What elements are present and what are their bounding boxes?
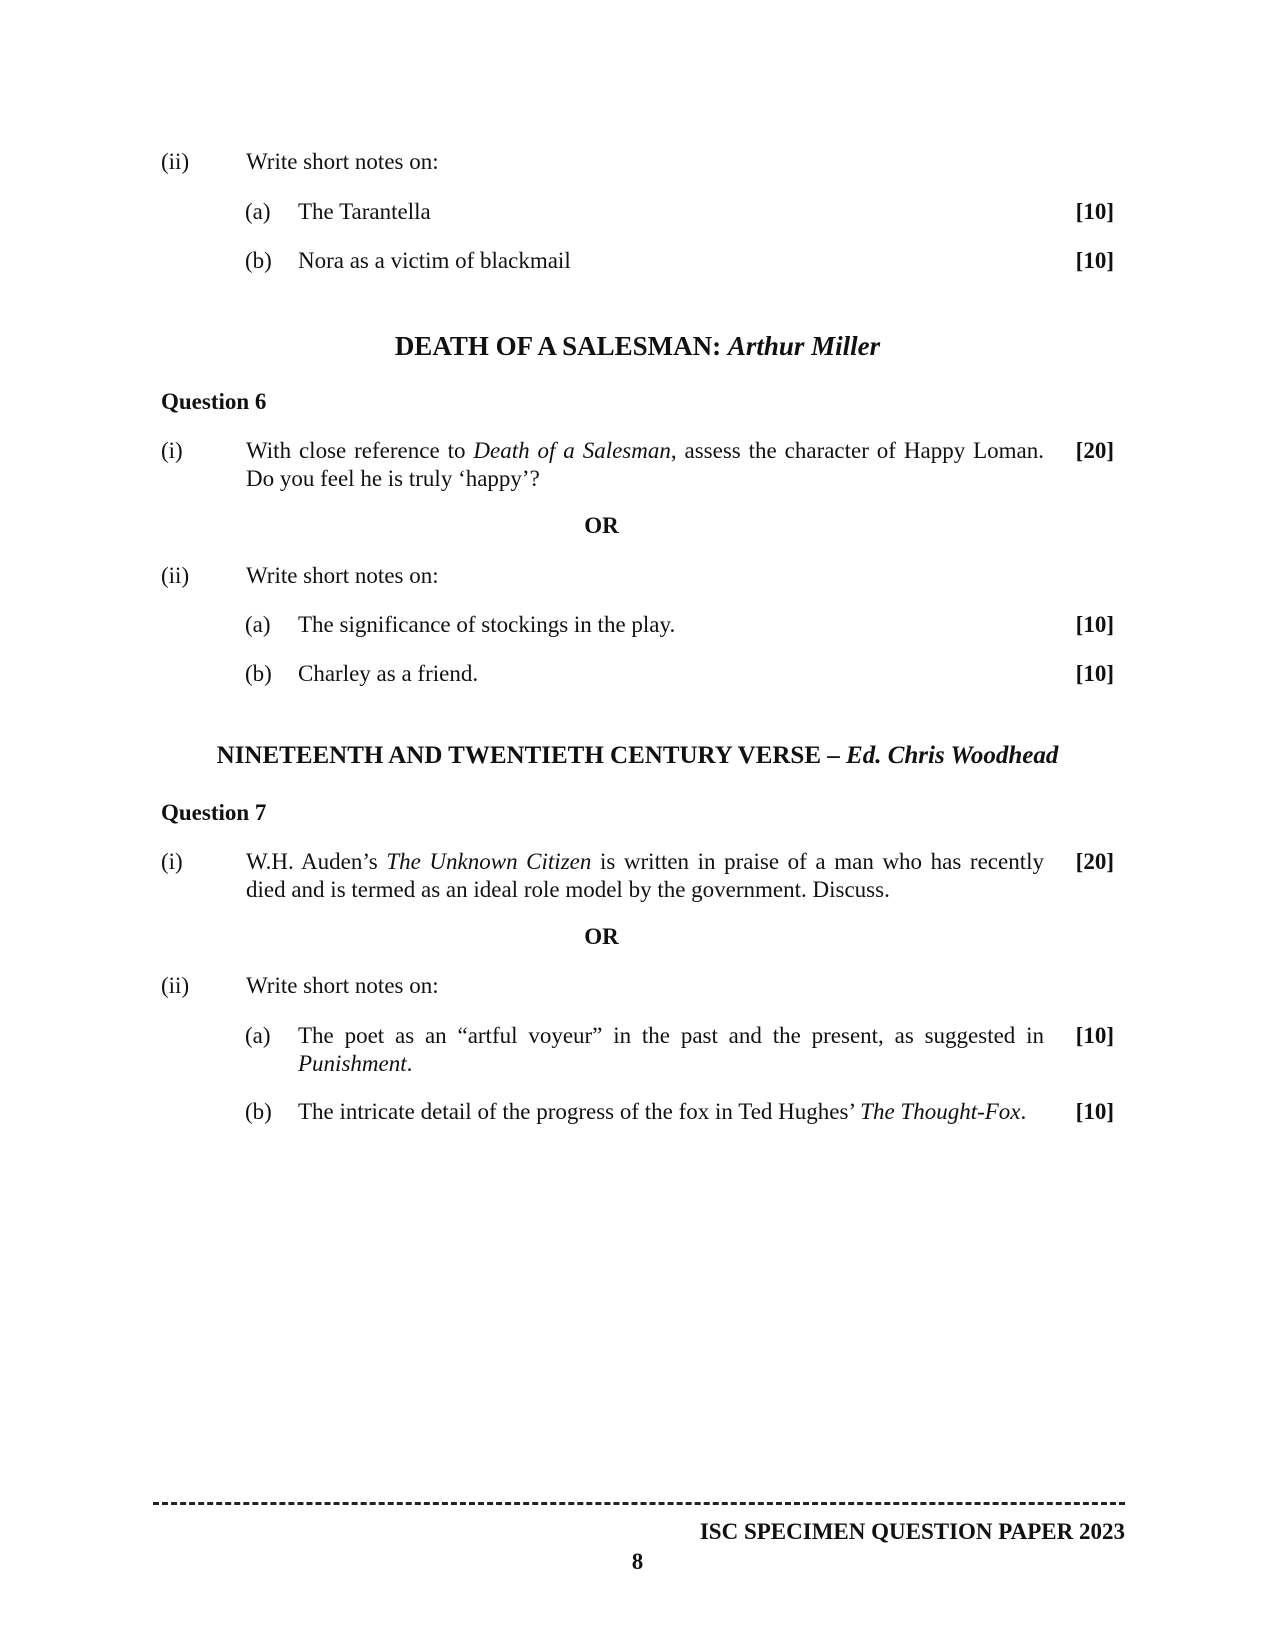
part-text: Write short notes on: [246, 973, 439, 998]
subpart-text [298, 1022, 1044, 1078]
text-italic: The Unknown Citizen [386, 849, 592, 874]
section-title-bold: DEATH OF A SALESMAN: [394, 331, 722, 361]
text-italic: Punishment [298, 1051, 407, 1076]
section-title-bold: NINETEENTH AND TWENTIETH CENTURY VERSE – [216, 742, 840, 769]
text-segment: , assess the character of Happy Loman. Do you feel he is truly ‘happy’? [246, 438, 1044, 491]
text-italic: The Thought-Fox [860, 1099, 1021, 1124]
or-divider: OR [584, 513, 619, 538]
text-italic: Death of a Salesman [473, 438, 671, 463]
marks: [10] [1075, 248, 1114, 273]
marks: [10] [1075, 612, 1114, 637]
marks: [10] [1075, 661, 1114, 686]
question-heading: Question 7 [161, 800, 267, 825]
page-number: 8 [631, 1549, 644, 1574]
part-number: (ii) [161, 973, 190, 998]
subpart-text: Nora as a victim of blackmail [298, 248, 571, 273]
subpart-label: (a) [245, 199, 271, 224]
part-number: (ii) [161, 563, 190, 588]
marks: [10] [1075, 199, 1114, 224]
subpart-text: The Tarantella [298, 199, 431, 224]
part-text: Write short notes on: [246, 563, 439, 588]
subpart-text: The significance of stockings in the play. [298, 612, 676, 637]
text-segment: W.H. Auden’s [246, 849, 387, 874]
subpart-label: (b) [245, 1099, 272, 1124]
subpart-label: (a) [245, 1023, 271, 1048]
section-title-verse [0, 740, 1275, 772]
part-text [246, 848, 1044, 904]
part-number: (ii) [161, 149, 190, 174]
subpart-label: (b) [245, 248, 272, 273]
subpart-text [298, 1098, 1044, 1126]
section-title-salesman [0, 330, 1275, 362]
text-segment: With close reference to [246, 438, 474, 463]
marks: [10] [1075, 1099, 1114, 1124]
text-segment: . [1020, 1099, 1027, 1124]
subpart-label: (a) [245, 612, 271, 637]
or-divider: OR [584, 924, 619, 949]
marks: [10] [1075, 1023, 1114, 1048]
marks: [20] [1075, 849, 1114, 874]
subpart-text: Charley as a friend. [298, 661, 479, 686]
footer-paper-title: ISC SPECIMEN QUESTION PAPER 2023 [699, 1519, 1125, 1544]
marks: [20] [1075, 438, 1114, 463]
question-heading: Question 6 [161, 389, 267, 414]
part-number: (i) [161, 849, 183, 874]
part-number: (i) [161, 438, 183, 463]
text-segment: The poet as an “artful voyeur” in the past and the present, as suggested in [298, 1023, 1044, 1048]
section-title-editor: Ed. Chris Woodhead [846, 742, 1059, 769]
footer-divider [153, 1502, 1125, 1505]
section-title-author: Arthur Miller [727, 331, 881, 361]
part-text: Write short notes on: [246, 149, 439, 174]
text-segment: The intricate detail of the progress of the fox in Ted Hughes’ [298, 1099, 861, 1124]
part-text [246, 437, 1044, 493]
text-segment: . [406, 1051, 413, 1076]
text-segment: is written in praise of a man who has recently died and is termed as an ideal role model by the government. Discuss. [246, 849, 1044, 902]
subpart-label: (b) [245, 661, 272, 686]
